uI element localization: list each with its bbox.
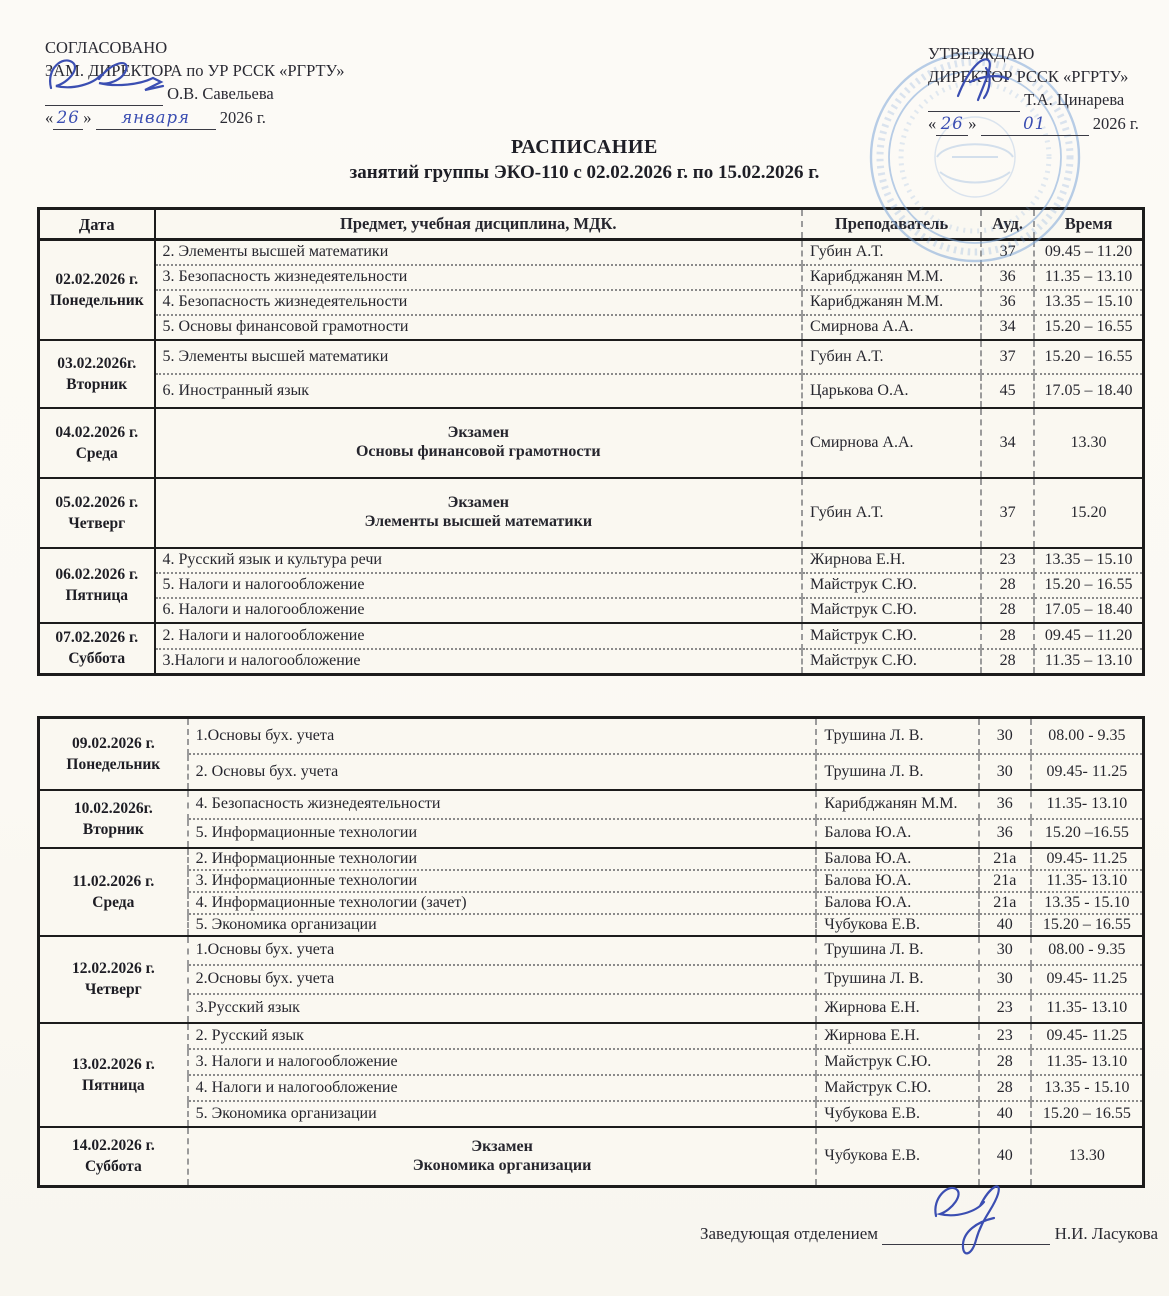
time-cell: 15.20 [1034, 478, 1143, 548]
teacher-cell: Майструк С.Ю. [802, 649, 981, 675]
date-cell [39, 623, 155, 675]
teacher-cell: Карибджанян М.М. [802, 290, 981, 315]
room-cell: 21а [979, 848, 1031, 870]
time-cell: 13.30 [1031, 1127, 1144, 1187]
room-cell: 34 [981, 315, 1034, 340]
date-cell [39, 340, 155, 408]
quote-open: « [928, 114, 937, 133]
approved-right-line1: УТВЕРЖДАЮ [928, 44, 1035, 63]
handwritten-month: 01 [1023, 114, 1047, 133]
room-cell: 36 [981, 265, 1034, 290]
handwritten-month-line [981, 112, 1089, 136]
quote-close: » [83, 108, 92, 127]
room-cell: 23 [979, 994, 1031, 1023]
teacher-cell: Губин А.Т. [802, 478, 981, 548]
room-cell: 30 [979, 965, 1031, 994]
subject-cell: 4. Налоги и налогообложение [188, 1075, 817, 1101]
approval-block-left [45, 36, 344, 130]
footer-signature-block [700, 1224, 1158, 1245]
weekday-text: Четверг [84, 981, 142, 998]
lesson-row [39, 573, 1144, 598]
time-cell: 17.05 – 18.40 [1034, 374, 1143, 408]
subject-cell: 2. Элементы высшей математики [155, 240, 803, 265]
room-cell: 30 [979, 754, 1031, 790]
time-cell: 15.20 – 16.55 [1034, 573, 1143, 598]
time-cell: 13.35 - 15.10 [1031, 1075, 1144, 1101]
subject-cell: 4. Безопасность жизнедеятельности [188, 790, 817, 819]
date-cell [39, 936, 188, 1023]
room-cell: 28 [981, 573, 1034, 598]
date-text: 04.02.2026 г. [55, 423, 139, 441]
lesson-row [39, 754, 1144, 790]
approved-right-name: Т.А. Цинарева [1024, 90, 1125, 109]
room-cell: 23 [981, 548, 1034, 573]
subject-cell: 5. Экономика организации [188, 914, 817, 936]
approved-left-line2: ЗАМ. ДИРЕКТОРА по УР РССК «РГРТУ» [45, 61, 345, 80]
date-text: 14.02.2026 г. [71, 1137, 155, 1155]
teacher-cell: Губин А.Т. [802, 240, 981, 265]
date-cell [39, 718, 188, 790]
exam-row [39, 1127, 1144, 1187]
teacher-cell: Трушина Л. В. [816, 936, 978, 965]
room-cell: 28 [979, 1049, 1031, 1075]
lesson-row [39, 649, 1144, 675]
room-cell: 36 [979, 790, 1031, 819]
date-cell [39, 478, 155, 548]
lesson-row [39, 1023, 1144, 1049]
lesson-row [39, 598, 1144, 623]
subject-cell: 5. Налоги и налогообложение [155, 573, 803, 598]
subject-cell: 3.Налоги и налогообложение [155, 649, 803, 675]
date-cell [39, 240, 155, 340]
weekday-text: Понедельник [66, 755, 161, 773]
room-cell: 37 [981, 478, 1034, 548]
time-cell: 13.35 - 15.10 [1031, 892, 1144, 914]
room-cell: 28 [981, 649, 1034, 675]
exam-row [39, 408, 1144, 478]
room-cell: 23 [979, 1023, 1031, 1049]
subject-cell: 4. Безопасность жизнедеятельности [155, 290, 803, 315]
date-cell [39, 1127, 188, 1187]
subject-cell: 6. Налоги и налогообложение [155, 598, 803, 623]
date-text: 12.02.2026 г. [71, 960, 155, 977]
lesson-row [39, 790, 1144, 819]
subject-cell: 3. Безопасность жизнедеятельности [155, 265, 803, 290]
date-cell [39, 790, 188, 848]
subject-cell: 4. Информационные технологии (зачет) [188, 892, 817, 914]
schedule-table-week1 [37, 207, 1145, 676]
date-cell [39, 1023, 188, 1127]
lesson-row [39, 548, 1144, 573]
room-cell: 37 [981, 340, 1034, 374]
subject-cell: 4. Русский язык и культура речи [155, 548, 803, 573]
weekday-text: Вторник [82, 820, 144, 838]
schedule-week2-wrapper [37, 716, 1145, 1188]
subject-cell: 2. Налоги и налогообложение [155, 623, 803, 649]
room-cell: 30 [979, 936, 1031, 965]
room-cell: 40 [979, 1127, 1031, 1187]
date-cell [39, 408, 155, 478]
lesson-row [39, 290, 1144, 315]
approved-right-year: 2026 г. [1092, 114, 1139, 133]
teacher-cell: Чубукова Е.В. [816, 914, 978, 936]
time-cell: 11.35 – 13.10 [1034, 265, 1143, 290]
quote-open: « [45, 108, 54, 127]
exam-row [39, 478, 1144, 548]
handwritten-day: 26 [936, 112, 968, 136]
subject-cell: 6. Иностранный язык [155, 374, 803, 408]
teacher-cell: Чубукова Е.В. [816, 1127, 978, 1187]
time-cell: 11.35- 13.10 [1031, 1049, 1144, 1075]
time-cell: 08.00 - 9.35 [1031, 936, 1144, 965]
lesson-row [39, 623, 1144, 649]
lesson-row [39, 315, 1144, 340]
teacher-cell: Балова Ю.А. [816, 870, 978, 892]
date-text: 13.02.2026 г. [71, 1055, 155, 1073]
teacher-cell: Трушина Л. В. [816, 754, 978, 790]
room-cell: 45 [981, 374, 1034, 408]
lesson-row [39, 994, 1144, 1023]
lesson-row [39, 848, 1144, 870]
lesson-row [39, 936, 1144, 965]
date-text: 11.02.2026 г. [72, 872, 155, 890]
date-text: 02.02.2026 г. [55, 270, 139, 288]
room-cell: 21а [979, 870, 1031, 892]
handwritten-month: января [96, 106, 216, 130]
teacher-cell: Майструк С.Ю. [802, 623, 981, 649]
approved-left-line1: СОГЛАСОВАНО [45, 38, 168, 57]
subject-cell: 2. Русский язык [188, 1023, 817, 1049]
lesson-row [39, 374, 1144, 408]
weekday-text: Суббота [84, 1158, 142, 1176]
subject-cell: 1.Основы бух. учета [188, 718, 817, 754]
lesson-row [39, 1101, 1144, 1127]
approved-left-year: 2026 г. [219, 108, 266, 127]
date-text: 10.02.2026г. [73, 799, 153, 817]
subject-cell: 3. Налоги и налогообложение [188, 1049, 817, 1075]
time-cell: 13.35 – 15.10 [1034, 548, 1143, 573]
time-cell: 15.20 – 16.55 [1034, 315, 1143, 340]
time-cell: 15.20 – 16.55 [1034, 340, 1143, 374]
footer-name: Н.И. Ласукова [1054, 1224, 1159, 1243]
subject-cell [155, 408, 803, 478]
teacher-cell: Смирнова А.А. [802, 408, 981, 478]
teacher-cell: Губин А.Т. [802, 340, 981, 374]
teacher-cell: Карибджанян М.М. [816, 790, 978, 819]
lesson-row [39, 819, 1144, 848]
schedule-table-week2 [37, 716, 1145, 1188]
room-cell: 28 [981, 598, 1034, 623]
exam-subject: Элементы высшей математики [364, 513, 593, 530]
time-cell: 09.45- 11.25 [1031, 848, 1144, 870]
column-header: Дата [39, 209, 155, 240]
teacher-cell: Трушина Л. В. [816, 718, 978, 754]
room-cell: 28 [981, 623, 1034, 649]
teacher-cell: Майструк С.Ю. [802, 598, 981, 623]
lesson-row [39, 914, 1144, 936]
lesson-row [39, 870, 1144, 892]
room-cell: 40 [979, 1101, 1031, 1127]
weekday-text: Понедельник [49, 291, 144, 309]
time-cell: 13.30 [1034, 408, 1143, 478]
approved-right-line2: ДИРЕКТОР РССК «РГРТУ» [928, 67, 1129, 86]
date-cell [39, 848, 188, 936]
subject-cell: 3. Информационные технологии [188, 870, 817, 892]
exam-subject: Основы финансовой грамотности [355, 443, 601, 460]
teacher-cell: Трушина Л. В. [816, 965, 978, 994]
lesson-row [39, 1049, 1144, 1075]
subject-cell: 2.Основы бух. учета [188, 965, 817, 994]
time-cell: 09.45 – 11.20 [1034, 240, 1143, 265]
room-cell: 34 [981, 408, 1034, 478]
date-text: 05.02.2026 г. [55, 493, 139, 511]
time-cell: 13.35 – 15.10 [1034, 290, 1143, 315]
approval-block-right [928, 42, 1139, 136]
room-cell: 30 [979, 718, 1031, 754]
schedule-week1-wrapper [37, 207, 1145, 676]
column-header: Ауд. [981, 209, 1034, 240]
time-cell: 11.35- 13.10 [1031, 994, 1144, 1023]
teacher-cell: Чубукова Е.В. [816, 1101, 978, 1127]
approved-right-signature-line [928, 88, 1139, 112]
time-cell: 09.45- 11.25 [1031, 754, 1144, 790]
footer-label: Заведующая отделением [700, 1224, 879, 1243]
subject-cell: 5. Основы финансовой грамотности [155, 315, 803, 340]
exam-label: Экзамен [471, 1137, 533, 1155]
lesson-row [39, 340, 1144, 374]
time-cell: 15.20 – 16.55 [1031, 914, 1144, 936]
page-subtitle: занятий группы ЭКО-110 с 02.02.2026 г. по 15.02.2026 г. [349, 162, 820, 183]
time-cell: 09.45 – 11.20 [1034, 623, 1143, 649]
subject-cell [155, 478, 803, 548]
room-cell: 36 [979, 819, 1031, 848]
column-header: Преподаватель [802, 209, 981, 240]
exam-subject: Экономика организации [412, 1156, 592, 1174]
date-text: 06.02.2026 г. [55, 566, 139, 583]
exam-label: Экзамен [447, 494, 510, 511]
time-cell: 11.35- 13.10 [1031, 790, 1144, 819]
time-cell: 17.05 – 18.40 [1034, 598, 1143, 623]
room-cell: 37 [981, 240, 1034, 265]
quote-close: » [968, 114, 977, 133]
date-cell [39, 548, 155, 623]
weekday-text: Четверг [68, 514, 126, 532]
lesson-row [39, 718, 1144, 754]
time-cell: 09.45- 11.25 [1031, 1023, 1144, 1049]
time-cell: 11.35- 13.10 [1031, 870, 1144, 892]
teacher-cell: Балова Ю.А. [816, 819, 978, 848]
weekday-text: Среда [92, 893, 135, 911]
subject-cell: 1.Основы бух. учета [188, 936, 817, 965]
subject-cell: 5. Элементы высшей математики [155, 340, 803, 374]
time-cell: 11.35 – 13.10 [1034, 649, 1143, 675]
teacher-cell: Майструк С.Ю. [802, 573, 981, 598]
teacher-cell: Карибджанян М.М. [802, 265, 981, 290]
teacher-cell: Жирнова Е.Н. [816, 1023, 978, 1049]
date-text: 03.02.2026г. [57, 354, 137, 372]
exam-label: Экзамен [447, 424, 510, 441]
time-cell: 09.45- 11.25 [1031, 965, 1144, 994]
room-cell: 28 [979, 1075, 1031, 1101]
weekday-text: Пятница [65, 587, 129, 604]
teacher-cell: Балова Ю.А. [816, 892, 978, 914]
room-cell: 21а [979, 892, 1031, 914]
teacher-cell: Царькова О.А. [802, 374, 981, 408]
page-title: РАСПИСАНИЕ [510, 136, 658, 158]
subject-cell: 2. Информационные технологии [188, 848, 817, 870]
teacher-cell: Майструк С.Ю. [816, 1075, 978, 1101]
room-cell: 40 [979, 914, 1031, 936]
approved-right-date-line [928, 112, 1139, 136]
subject-cell [188, 1127, 817, 1187]
time-cell: 15.20 – 16.55 [1031, 1101, 1144, 1127]
teacher-cell: Майструк С.Ю. [816, 1049, 978, 1075]
lesson-row [39, 1075, 1144, 1101]
weekday-text: Вторник [66, 375, 128, 393]
subject-cell: 2. Основы бух. учета [188, 754, 817, 790]
subject-cell: 5. Экономика организации [188, 1101, 817, 1127]
approved-left-signature-line [45, 82, 344, 106]
subject-cell: 5. Информационные технологии [188, 819, 817, 848]
teacher-cell: Балова Ю.А. [816, 848, 978, 870]
title-block [0, 136, 1169, 184]
handwritten-day: 26 [53, 106, 83, 130]
approved-left-name: О.В. Савельева [167, 84, 274, 103]
weekday-text: Суббота [68, 650, 126, 668]
date-text: 07.02.2026 г. [55, 629, 139, 647]
time-cell: 15.20 –16.55 [1031, 819, 1144, 848]
date-text: 09.02.2026 г. [71, 734, 155, 752]
approved-left-date-line [45, 106, 344, 130]
column-header: Время [1034, 209, 1143, 240]
time-cell: 08.00 - 9.35 [1031, 718, 1144, 754]
column-header: Предмет, учебная дисциплина, МДК. [155, 209, 803, 240]
subject-cell: 3.Русский язык [188, 994, 817, 1023]
room-cell: 36 [981, 290, 1034, 315]
weekday-text: Пятница [82, 1076, 145, 1094]
lesson-row [39, 965, 1144, 994]
lesson-row [39, 892, 1144, 914]
teacher-cell: Жирнова Е.Н. [816, 994, 978, 1023]
weekday-text: Среда [75, 444, 118, 462]
teacher-cell: Смирнова А.А. [802, 315, 981, 340]
teacher-cell: Жирнова Е.Н. [802, 548, 981, 573]
